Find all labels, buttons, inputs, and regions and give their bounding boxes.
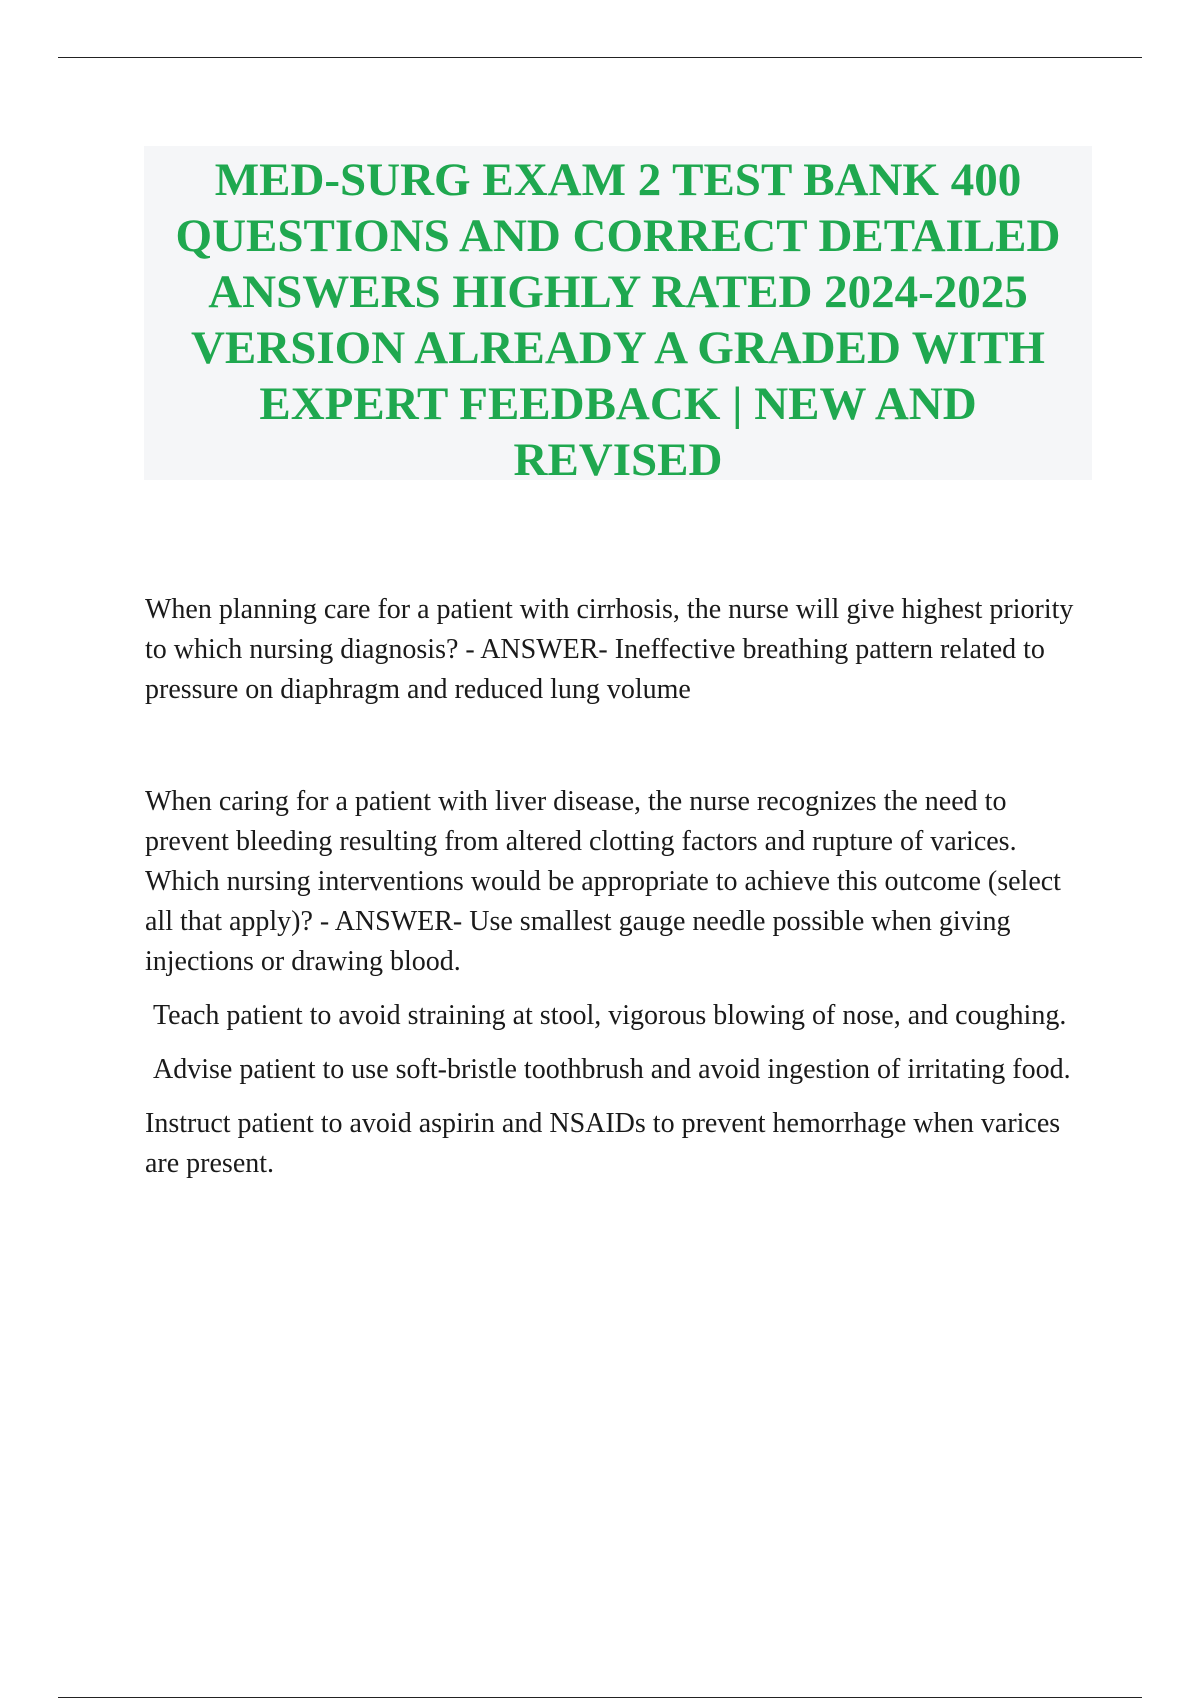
- document-title: MED-SURG EXAM 2 TEST BANK 400 QUESTIONS AND CORRECT DETAILED ANSWERS HIGHLY RATED 2024-2025 VERSION ALREADY A GRADED WITH EXPERT FEEDBACK | NEW AND REVISED: [175, 154, 1061, 486]
- answer-item: Teach patient to avoid straining at stool, vigorous blowing of nose, and coughing.: [153, 1000, 1067, 1031]
- top-divider: [58, 57, 1142, 58]
- question-2-block: [145, 782, 1085, 1184]
- question-2: When caring for a patient with liver disease, the nurse recognizes the need to prevent bleeding resulting from altered clotting factors and rupture of varices. Which nursing interventions would be appropriate to achieve this outcome (select all that apply)? - ANSWER- Use smallest gauge needle possible when giving injections or drawing blood.: [145, 786, 1061, 977]
- question-1: When planning care for a patient with cirrhosis, the nurse will give highest priority to which nursing diagnosis? - ANSWER- Ineffective breathing pattern related to pressure on diaphragm and reduced lung volume: [145, 594, 1074, 705]
- answer-item: Advise patient to use soft-bristle toothbrush and avoid ingestion of irritating food.: [153, 1054, 1071, 1085]
- answer-item: Instruct patient to avoid aspirin and NSAIDs to prevent hemorrhage when varices are present.: [145, 1108, 1061, 1179]
- bottom-divider: [58, 1697, 1142, 1698]
- title-banner: [144, 146, 1092, 486]
- document-body: [145, 590, 1085, 1184]
